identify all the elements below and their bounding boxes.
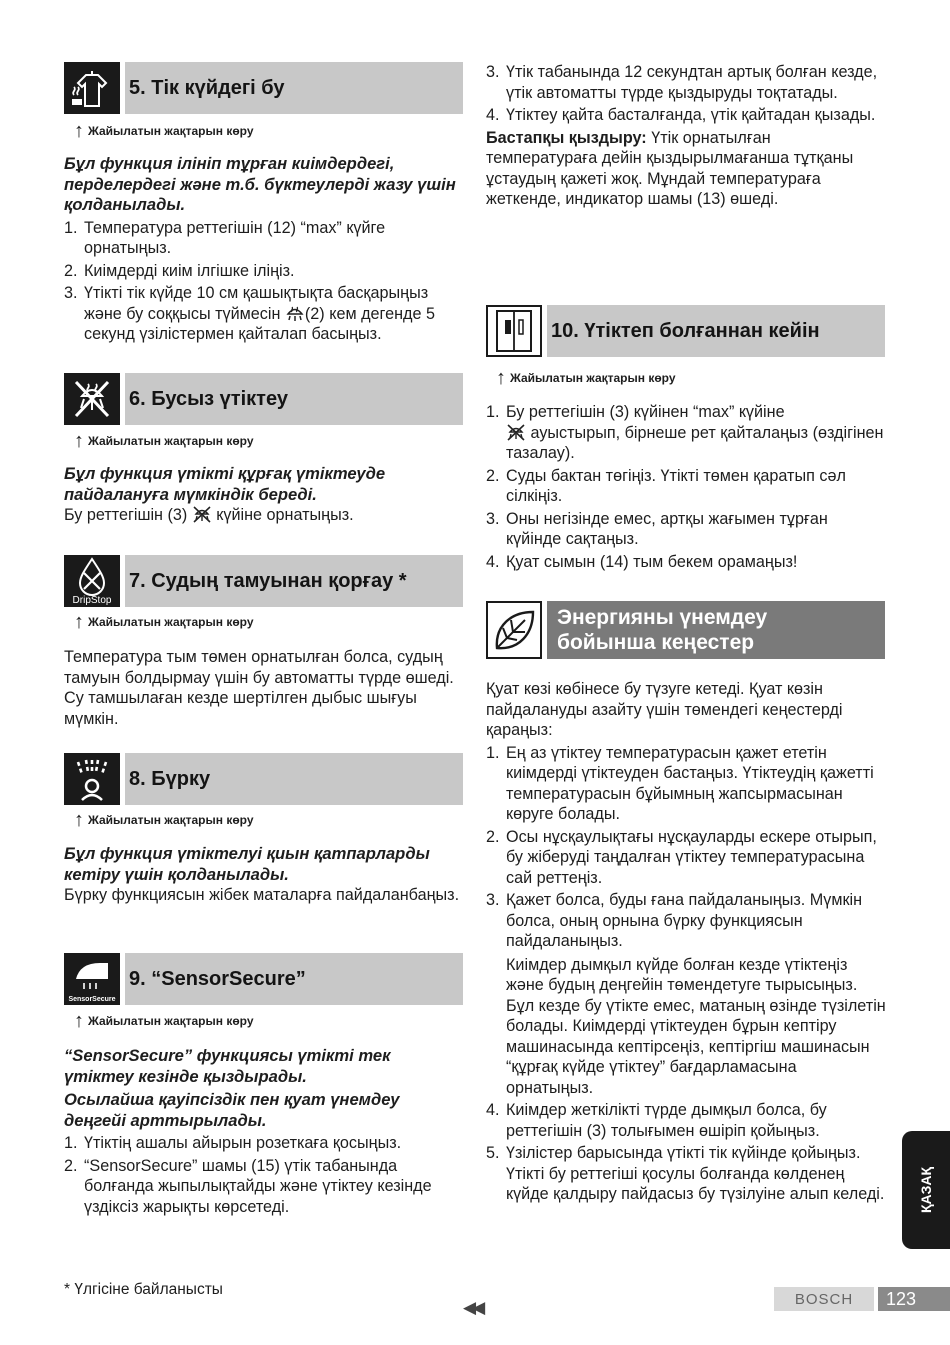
arrow-up-icon: ↑ bbox=[74, 611, 84, 633]
section-10-title: 10. Үтіктеп болғаннан кейін bbox=[547, 305, 885, 357]
section-6-text: Бу реттегішін (3) күйіне орнатыңыз. bbox=[64, 506, 354, 524]
arrow-up-icon: ↑ bbox=[74, 120, 84, 142]
fold-out-reference bbox=[74, 121, 254, 141]
section-9-steps-continued bbox=[486, 62, 886, 126]
vertical-steam-icon bbox=[64, 62, 120, 114]
list-item: 3. Қажет болса, буды ғана пайдаланыңыз. Мүмкін болса, оның орнына бүрку функциясын пайдаланыңыз. Киімдер дымқыл күйде болған кезде үтіктеңіз және будың деңгейін төмендетуге тырысыңыз. Бұл кезде бу үтікте емес, матаның өзінде түзілетін болады. Киімдерді үтіктеуден бұрын кептіру машинасында кептірсеңіз, кептіргіш машинасын “құрғақ күйде үтіктеу” бағдарламасына орнатыңыз. bbox=[486, 891, 886, 1097]
footnote: * Үлгісіне байланысты bbox=[64, 1281, 223, 1298]
no-steam-icon bbox=[64, 373, 120, 425]
brand-label: BOSCH bbox=[774, 1287, 874, 1311]
spray-icon bbox=[64, 753, 120, 805]
self-clean-icon bbox=[506, 423, 526, 441]
drip-stop-icon bbox=[64, 555, 120, 607]
energy-tips-list bbox=[486, 743, 886, 1205]
section-9-header bbox=[64, 953, 463, 1005]
section-10-body bbox=[486, 402, 886, 574]
fold-ref-text: Жайылатын жақтарын көру bbox=[88, 1014, 254, 1028]
fold-ref-text: Жайылатын жақтарын көру bbox=[88, 434, 254, 448]
section-6-intro: Бұл функция үтікті құрғақ үтіктеуде пайдалануға мүмкіндік береді. bbox=[64, 464, 386, 504]
section-5-title: 5. Тік күйдегі бу bbox=[125, 62, 463, 114]
section-8-title: 8. Бүрку bbox=[125, 753, 463, 805]
energy-title-line-2: бойынша кеңестер bbox=[557, 631, 755, 654]
language-tab bbox=[902, 1131, 950, 1249]
energy-tip-3-extra: Киімдер дымқыл күйде болған кезде үтіктеңіз және будың деңгейін төмендетуге тырысыңыз. Бұл кезде бу үтікте емес, матаның өзінде түзілетін болады. Киімдерді үтіктеуден бұрын кептіру машинасында кептірсеңіз, кептіргіш машинасын “құрғақ күйде үтіктеу” бағдарламасына орнатыңыз. bbox=[506, 955, 886, 1097]
fold-out-reference bbox=[74, 810, 254, 830]
list-item: 3. Үтік табанында 12 секундтан артық болған кезде, үтік автоматты түрде қыздыруды тоқтатады. bbox=[486, 63, 878, 102]
list-item: 2. Осы нұсқаулықтағы нұсқауларды ескере отырып, бу жіберуді таңдалған үтіктеу температурасына сай реттеңіз. bbox=[486, 827, 877, 887]
section-8-text: Бүрку функциясын жібек маталарға пайдаланбаңыз. bbox=[64, 886, 460, 904]
energy-title-line-1: Энергияны үнемдеу bbox=[557, 606, 768, 629]
section-9-intro-2: Осылайша қауіпсіздік пен қуат үнемдеу деңгейі арттырылады. bbox=[64, 1090, 400, 1130]
section-5-intro: Бұл функция ілініп тұрған киімдердегі, перделердегі және т.б. бүктеулерді жазу үшін қолданылады. bbox=[64, 154, 456, 214]
back-arrows-icon[interactable]: ◀◀ bbox=[463, 1298, 482, 1317]
fold-ref-text: Жайылатын жақтарын көру bbox=[88, 124, 254, 138]
fold-out-reference bbox=[74, 431, 254, 451]
list-item: 2. “SensorSecure” шамы (15) үтік табанында болғанда жыпылықтайды және үтіктеу кезінде үздіксіз жарықты көрсетеді. bbox=[64, 1156, 432, 1216]
section-9-body bbox=[64, 1046, 464, 1219]
language-tab-label: ҚАЗАҚ bbox=[918, 1166, 934, 1214]
section-6-title: 6. Бусыз үтіктеу bbox=[125, 373, 463, 425]
section-6-header bbox=[64, 373, 463, 425]
section-5-body bbox=[64, 154, 464, 347]
section-7-header bbox=[64, 555, 463, 607]
section-9-title: 9. “SensorSecure” bbox=[125, 953, 463, 1005]
list-item: 2. Киімдерді киім ілгішке іліңіз. bbox=[64, 261, 295, 280]
arrow-up-icon: ↑ bbox=[74, 430, 84, 452]
preheat-label: Бастапқы қыздыру: bbox=[486, 128, 647, 147]
arrow-up-icon: ↑ bbox=[496, 367, 506, 389]
list-item: 1. Бу реттегішін (3) күйінен “max” күйіне ауыстырып, бірнеше рет қайталаңыз (өздігінен тазалау). bbox=[486, 403, 884, 462]
list-item: 3. Оны негізінде емес, артқы жағымен тұрған күйінде сақтаңыз. bbox=[486, 509, 828, 548]
fold-out-reference bbox=[74, 1011, 254, 1031]
energy-intro: Қуат көзі көбінесе бу түзуге кетеді. Қуат көзін пайдалануды азайту үшін төмендегі кеңестерді қараңыз: bbox=[486, 680, 843, 739]
no-steam-icon bbox=[192, 505, 212, 523]
section-9-continued bbox=[486, 62, 886, 210]
section-10-header bbox=[486, 305, 885, 357]
page-number: 123 bbox=[878, 1287, 950, 1311]
section-10-steps bbox=[486, 402, 886, 572]
arrow-up-icon: ↑ bbox=[74, 809, 84, 831]
energy-tips-header bbox=[486, 601, 885, 659]
section-7-body bbox=[64, 647, 464, 729]
section-5-header bbox=[64, 62, 463, 114]
energy-tips-title bbox=[547, 601, 885, 659]
section-5-steps bbox=[64, 218, 464, 345]
list-item: 5. Үзілістер барысында үтікті тік күйінде қойыңыз. Үтікті бу реттегіші қосулы болғанда көлденең күйде қалдыру пайдасыз бу түзілуіне алып келеді. bbox=[486, 1144, 885, 1203]
list-item: 3. Үтікті тік күйде 10 см қашықтықта басқарыңыз және бу соққысы түймесін (2) кем дегенде 5 секунд үзілістермен қайталап басыңыз. bbox=[64, 284, 435, 343]
preheat-paragraph bbox=[486, 128, 886, 210]
list-item: 4. Үтіктеу қайта басталғанда, үтік қайтадан қызады. bbox=[486, 106, 876, 124]
fold-out-reference bbox=[496, 368, 676, 388]
section-8-header bbox=[64, 753, 463, 805]
sensor-secure-label: SensorSecure bbox=[68, 996, 116, 1003]
wardrobe-icon bbox=[486, 305, 542, 357]
section-7-text: Температура тым төмен орнатылған болса, судың тамуын болдырмау үшін бу автоматты түрде өшеді. Су тамшылаған кезде шертілген дыбыс шығуы мүмкін. bbox=[64, 648, 454, 728]
list-item: 2. Суды бактан төгіңіз. Үтікті төмен қаратып сәл сілкіңіз. bbox=[486, 466, 846, 505]
arrow-up-icon: ↑ bbox=[74, 1010, 84, 1032]
fold-ref-text: Жайылатын жақтарын көру bbox=[88, 813, 254, 827]
leaf-icon bbox=[486, 601, 542, 659]
fold-ref-text: Жайылатын жақтарын көру bbox=[88, 615, 254, 629]
fold-out-reference bbox=[74, 612, 254, 632]
section-9-steps bbox=[64, 1133, 464, 1217]
sensor-secure-icon bbox=[64, 953, 120, 1005]
list-item: 4. Қуат сымын (14) тым бекем орамаңыз! bbox=[486, 552, 798, 571]
energy-tips-body bbox=[486, 679, 886, 1207]
list-item: 1. Температура реттегішін (12) “max” күйге орнатыңыз. bbox=[64, 218, 386, 257]
section-6-body bbox=[64, 464, 464, 526]
section-7-title: 7. Судың тамуынан қорғау * bbox=[125, 555, 463, 607]
section-8-intro: Бұл функция үтіктелуі қиын қатпарларды кетіру үшін қолданылады. bbox=[64, 844, 430, 884]
steam-shot-icon bbox=[285, 304, 305, 322]
drip-stop-label: DripStop bbox=[72, 595, 112, 606]
section-8-body bbox=[64, 844, 464, 906]
fold-ref-text: Жайылатын жақтарын көру bbox=[510, 371, 676, 385]
list-item: 4. Киімдер жеткілікті түрде дымқыл болса, бу реттегішін (3) толығымен өшіріп қойыңыз. bbox=[486, 1101, 827, 1140]
preheat-text: Үтік орнатылған температураға дейін қыздырылмағанша тұтқаны ұстаудың қажеті жоқ. Мұндай температураға жеткенде, индикатор шамы (13) өшеді. bbox=[486, 128, 854, 208]
section-9-intro-1: “SensorSecure” функциясы үтікті тек үтіктеу кезінде қыздырады. bbox=[64, 1046, 391, 1086]
list-item: 1. Үтіктің ашалы айырын розеткаға қосыңыз. bbox=[64, 1134, 402, 1152]
list-item: 1. Ең аз үтіктеу температурасын қажет ететін киімдерді үтіктеуден бастаңыз. Үтіктеудің қажетті температурасын бұйымның жапсырмасынан көруге болады. bbox=[486, 743, 874, 823]
